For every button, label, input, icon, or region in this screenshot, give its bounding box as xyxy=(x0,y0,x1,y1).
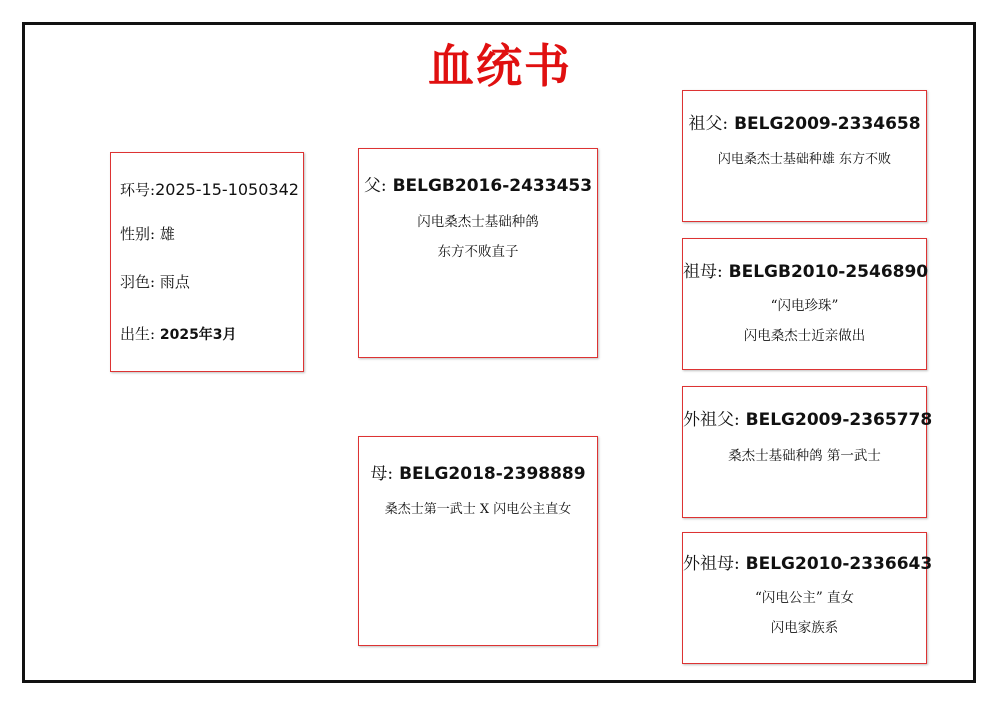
dam-ring: BELG2018-2398889 xyxy=(399,464,586,484)
sire-ring: BELGB2016-2433453 xyxy=(392,176,593,196)
maternal-granddam-line-2: 闪电家族系 xyxy=(770,620,839,636)
sex-value: 雄 xyxy=(159,225,175,243)
maternal-grandsire-card xyxy=(682,386,933,518)
born-label: 出生: xyxy=(120,325,156,343)
maternal-grandsire-line-1: 桑杰士基础种鸽 第一武士 xyxy=(728,448,881,464)
maternal-grandsire-ring: BELG2009-2365778 xyxy=(745,410,933,430)
color-row xyxy=(120,271,190,292)
maternal-granddam-heading xyxy=(683,549,933,574)
paternal-granddam-ring: BELGB2010-2546890 xyxy=(728,262,929,282)
sire-heading xyxy=(359,171,597,196)
paternal-grandsire-card xyxy=(682,90,927,222)
ring-number-row xyxy=(120,179,299,200)
paternal-granddam-prefix: 祖母: xyxy=(683,262,723,282)
ring-value: 2025-15-1050342 xyxy=(155,180,299,199)
sire-line-1: 闪电桑杰士基础种鸽 xyxy=(417,214,539,230)
dam-line-1: 桑杰士第一武士 X 闪电公主直女 xyxy=(384,502,572,517)
paternal-granddam-line-2: 闪电桑杰士近亲做出 xyxy=(743,328,866,344)
dam-heading xyxy=(359,459,597,484)
maternal-granddam-card xyxy=(682,532,933,664)
born-value: 2025年3月 xyxy=(159,327,237,343)
sex-label: 性别: xyxy=(120,225,156,243)
color-value: 雨点 xyxy=(159,273,190,291)
paternal-granddam-card xyxy=(682,238,927,370)
sire-prefix: 父: xyxy=(363,176,387,196)
maternal-granddam-prefix: 外祖母: xyxy=(683,554,740,574)
paternal-granddam-heading xyxy=(683,257,929,282)
paternal-grandsire-heading xyxy=(683,109,926,134)
maternal-granddam-ring: BELG2010-2336643 xyxy=(745,554,933,574)
paternal-grandsire-prefix: 祖父: xyxy=(688,114,729,134)
born-row xyxy=(120,323,237,344)
maternal-granddam-line-1: “闪电公主” 直女 xyxy=(754,590,855,606)
dam-card xyxy=(358,436,598,646)
sire-card xyxy=(358,148,598,358)
sire-line-2: 东方不败直子 xyxy=(437,244,519,260)
pigeon-info-card xyxy=(110,152,304,372)
ring-label: 环号: xyxy=(120,181,156,199)
page-title: 血统书 xyxy=(428,39,572,93)
paternal-grandsire-ring: BELG2009-2334658 xyxy=(734,114,921,134)
dam-prefix: 母: xyxy=(370,464,394,484)
maternal-grandsire-prefix: 外祖父: xyxy=(683,410,740,430)
sex-row xyxy=(120,223,175,244)
paternal-grandsire-line-1: 闪电桑杰士基础种雄 东方不败 xyxy=(717,152,892,167)
paternal-granddam-line-1: “闪电珍珠” xyxy=(770,298,839,314)
maternal-grandsire-heading xyxy=(683,405,933,430)
color-label: 羽色: xyxy=(120,273,156,291)
